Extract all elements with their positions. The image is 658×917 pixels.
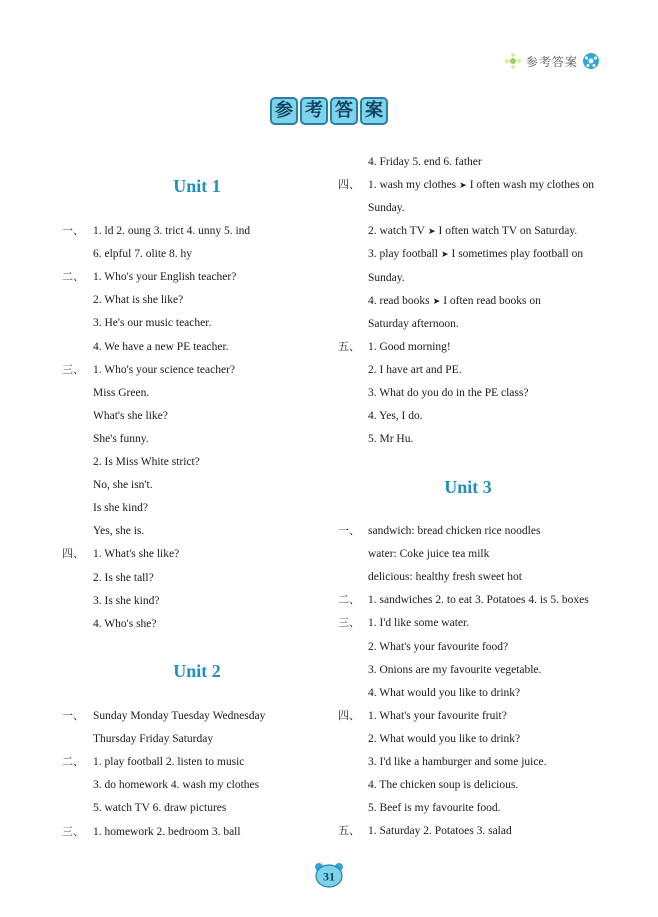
- arrow-icon: ➤: [432, 295, 441, 306]
- question-number: 二、: [62, 271, 84, 284]
- answer-text: 1. ld 2. oung 3. trict 4. unny 5. ind: [93, 225, 251, 237]
- answer-text: No, she isn't.: [93, 479, 153, 492]
- answer-text: 2. watch TV ➤ I often watch TV on Saturday.: [368, 225, 578, 238]
- answer-text: 2. What's your favourite food?: [368, 640, 509, 653]
- title-char: 答: [330, 97, 358, 125]
- answer-text: 1. Good morning!: [368, 340, 451, 353]
- answer-text: 4. read books ➤ I often read books on: [368, 294, 541, 307]
- answer-text: 5. Beef is my favourite food.: [368, 802, 501, 815]
- answer-text: 3. play football ➤ I sometimes play football on: [368, 248, 584, 261]
- answer-text: 1. Saturday 2. Potatoes 3. salad: [368, 825, 512, 838]
- question-number: 五、: [338, 340, 360, 353]
- question-number: 四、: [62, 548, 84, 561]
- arrow-icon: ➤: [440, 249, 449, 260]
- header-text: 参考答案: [525, 54, 578, 69]
- page-number-badge: [313, 862, 345, 888]
- answer-text: 3. Onions are my favourite vegetable.: [368, 663, 542, 676]
- answer-text: Sunday Monday Tuesday Wednesday: [93, 710, 266, 722]
- answer-text: 4. Yes, I do.: [368, 410, 423, 423]
- answer-text: 2. Is she tall?: [93, 571, 154, 584]
- answer-text: 3. I'd like a hamburger and some juice.: [368, 756, 547, 768]
- answer-text: 1. Who's your English teacher?: [93, 271, 237, 284]
- question-number: 三、: [62, 363, 84, 376]
- ball-icon: [582, 52, 600, 70]
- answer-text: 4. Who's she?: [93, 617, 157, 630]
- answer-text: 1. sandwiches 2. to eat 3. Potatoes 4. is 5. boxes: [368, 594, 589, 607]
- question-number: 四、: [338, 179, 360, 192]
- answer-text: Sunday.: [368, 271, 405, 284]
- answer-text: 6. elpful 7. olite 8. hy: [93, 248, 193, 261]
- unit-title: Unit 2: [173, 661, 221, 681]
- answer-text: 1. What's she like?: [93, 548, 180, 561]
- answer-text: What's she like?: [93, 409, 168, 422]
- question-number: 四、: [338, 709, 360, 722]
- answer-text: 1. Who's your science teacher?: [93, 363, 236, 376]
- answer-text: 3. Is she kind?: [93, 594, 160, 607]
- answer-text: delicious: healthy fresh sweet hot: [368, 571, 522, 584]
- answer-text: 1. wash my clothes ➤ I often wash my clothes on: [368, 179, 594, 192]
- answer-text: 4. The chicken soup is delicious.: [368, 779, 519, 792]
- answer-text: water: Coke juice tea milk: [368, 548, 490, 561]
- answer-text: 4. What would you like to drink?: [368, 686, 521, 699]
- question-number: 一、: [62, 710, 84, 722]
- question-number: 一、: [338, 525, 360, 537]
- unit-title: Unit 1: [173, 176, 221, 196]
- answer-text: 1. What's your favourite fruit?: [368, 709, 507, 722]
- answer-text: Sunday.: [368, 202, 405, 215]
- question-number: 二、: [62, 756, 84, 769]
- answer-text: 3. do homework 4. wash my clothes: [93, 779, 260, 792]
- answer-text: 4. We have a new PE teacher.: [93, 340, 229, 353]
- page-number: 31: [323, 869, 335, 884]
- answer-text: Miss Green.: [93, 386, 150, 399]
- question-number: 二、: [338, 594, 360, 607]
- arrow-icon: ➤: [459, 180, 467, 191]
- answer-text: sandwich: bread chicken rice noodles: [368, 525, 541, 537]
- answer-text: Is she kind?: [93, 502, 148, 515]
- title-char: 案: [360, 97, 388, 125]
- answer-text: 1. homework 2. bedroom 3. ball: [93, 825, 241, 838]
- answer-text: 2. Is Miss White strict?: [93, 456, 200, 468]
- question-number: 五、: [338, 825, 360, 838]
- page-title: [0, 97, 658, 125]
- answer-text: 2. What would you like to drink?: [368, 732, 521, 745]
- answer-text: 3. What do you do in the PE class?: [368, 387, 529, 399]
- answer-text: 2. What is she like?: [93, 294, 184, 307]
- page-header: [504, 52, 600, 70]
- unit-title: Unit 3: [444, 477, 492, 497]
- answer-text: 3. He's our music teacher.: [93, 317, 212, 330]
- answer-text: 1. play football 2. listen to music: [93, 756, 245, 769]
- answer-text: 5. Mr Hu.: [368, 433, 414, 446]
- question-number: 三、: [338, 617, 360, 630]
- answer-text: She's funny.: [93, 432, 149, 445]
- question-number: 三、: [62, 825, 84, 838]
- answer-text: 2. I have art and PE.: [368, 363, 462, 376]
- answer-text: Thursday Friday Saturday: [93, 733, 214, 746]
- question-number: 一、: [62, 225, 84, 237]
- arrow-icon: ➤: [427, 226, 436, 237]
- answer-text: Saturday afternoon.: [368, 317, 459, 330]
- title-char: 参: [270, 97, 298, 125]
- answer-text: Yes, she is.: [93, 525, 145, 538]
- answer-text: 4. Friday 5. end 6. father: [368, 156, 482, 168]
- flower-icon: [504, 52, 522, 70]
- answer-text: 5. watch TV 6. draw pictures: [93, 802, 227, 815]
- title-char: 考: [300, 97, 328, 125]
- answer-text: 1. I'd like some water.: [368, 617, 470, 630]
